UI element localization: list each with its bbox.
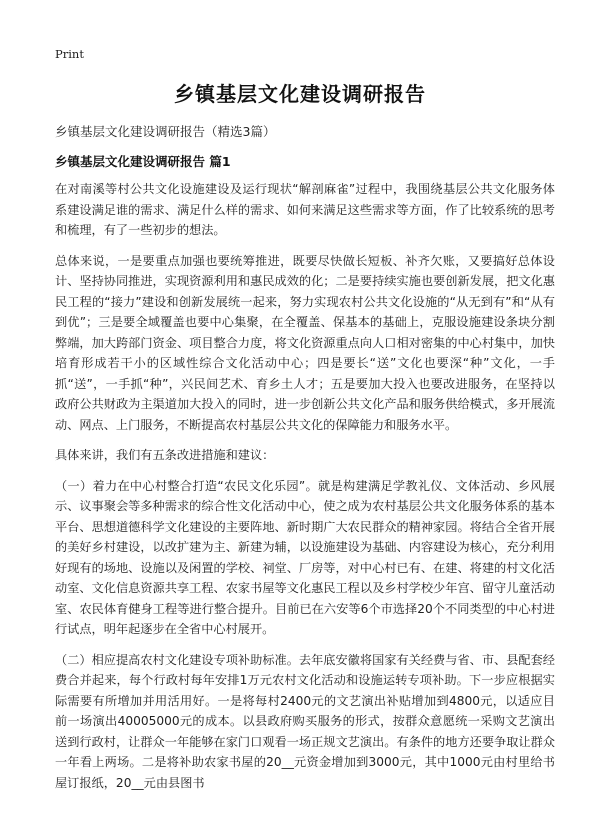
- paragraph-measure-1: （一）着力在中心村整合打造“农民文化乐园”。就是构建满足学教礼仪、文体活动、乡风展示、议事聚会等多种需求的综合性文化活动中心，使之成为农村基层公共文化服务体系的基本平台、思想道德科学文化建设的主要阵地、新时期广大农民群众的精神家园。将结合全省开展的美好乡村建设，以改扩建为主、新建为辅，以设施建设为基础、内容建设为核心，充分利用好现有的场地、设施以及闲置的学校、祠堂、厂房等，对中心村已有、在建、将建的村文化活动室、文化信息资源共享工程、农家书屋等文化惠民工程以及乡村学校少年宫、留守儿童活动室、农民体育健身工程等进行整合提升。目前已在六安等6个市选择20个不同类型的中心村进行试点，明年起逐步在全省中心村展开。: [55, 478, 555, 636]
- section-heading: 乡镇基层文化建设调研报告 篇1: [55, 154, 231, 169]
- paragraph-measures-intro: 具体来讲，我们有五条改进措施和建议：: [55, 448, 275, 462]
- paragraph-intro: 在对南溪等村公共文化设施建设及运行现状“解剖麻雀”过程中，我围绕基层公共文化服务体系建设满足谁的需求、满足什么样的需求、如何来满足这些需求等方面，作了比较系统的思考和梳理，有了一些初步的想法。: [55, 182, 555, 237]
- paragraph-overview: 总体来说，一是要重点加强也要统筹推进，既要尽快做长短板、补齐欠账，又要搞好总体设计、坚持协同推进，实现资源利用和惠民成效的化；二是要持续实施也要创新发展，把文化惠民工程的“接力”建设和创新发展统一起来，努力实现农村公共文化设施的“从无到有”和“从有到优”；三是要全域覆盖也要中心集聚，在全覆盖、保基本的基础上，克服设施建设条块分割弊端，加大跨部门资金、项目整合力度，将文化资源重点向人口相对密集的中心村集中，加快培育形成若干小的区域性综合文化活动中心；四是要长“送”文化也要深“种”文化，一手抓“送”，一手抓“种”，兴民间艺术、育乡土人才；五是要加大投入也要改进服务，在坚持以政府公共财政为主渠道加大投入的同时，进一步创新公共文化产品和服务供给模式，多开展流动、网点、上门服务，不断提高农村基层公共文化的保障能力和服务水平。: [55, 253, 555, 432]
- document-subtitle: 乡镇基层文化建设调研报告（精选3篇）: [55, 124, 276, 139]
- print-link[interactable]: Print: [55, 47, 84, 61]
- document-body: [55, 179, 555, 803]
- paragraph-measure-2: （二）相应提高农村文化建设专项补助标准。去年底安徽将国家有关经费与省、市、县配套经费合并起来，每个行政村每年安排1万元农村文化活动和设施运转专项补助。下一步应根据实际需要有所增加并用活用好。一是将每村2400元的文艺演出补贴增加到4800元，以适应目前一场演出40005000元的成本。以县政府购买服务的形式，按群众意愿统一采购文艺演出送到行政村，让群众一年能够在家门口观看一场正规文艺演出。有条件的地方还要争取让群众一年看上两场。二是将补助农家书屋的20__元资金增加到3000元，其中1000元由村里给书屋订报纸，20__元由县图书: [55, 652, 555, 790]
- document-title: 乡镇基层文化建设调研报告: [174, 82, 426, 106]
